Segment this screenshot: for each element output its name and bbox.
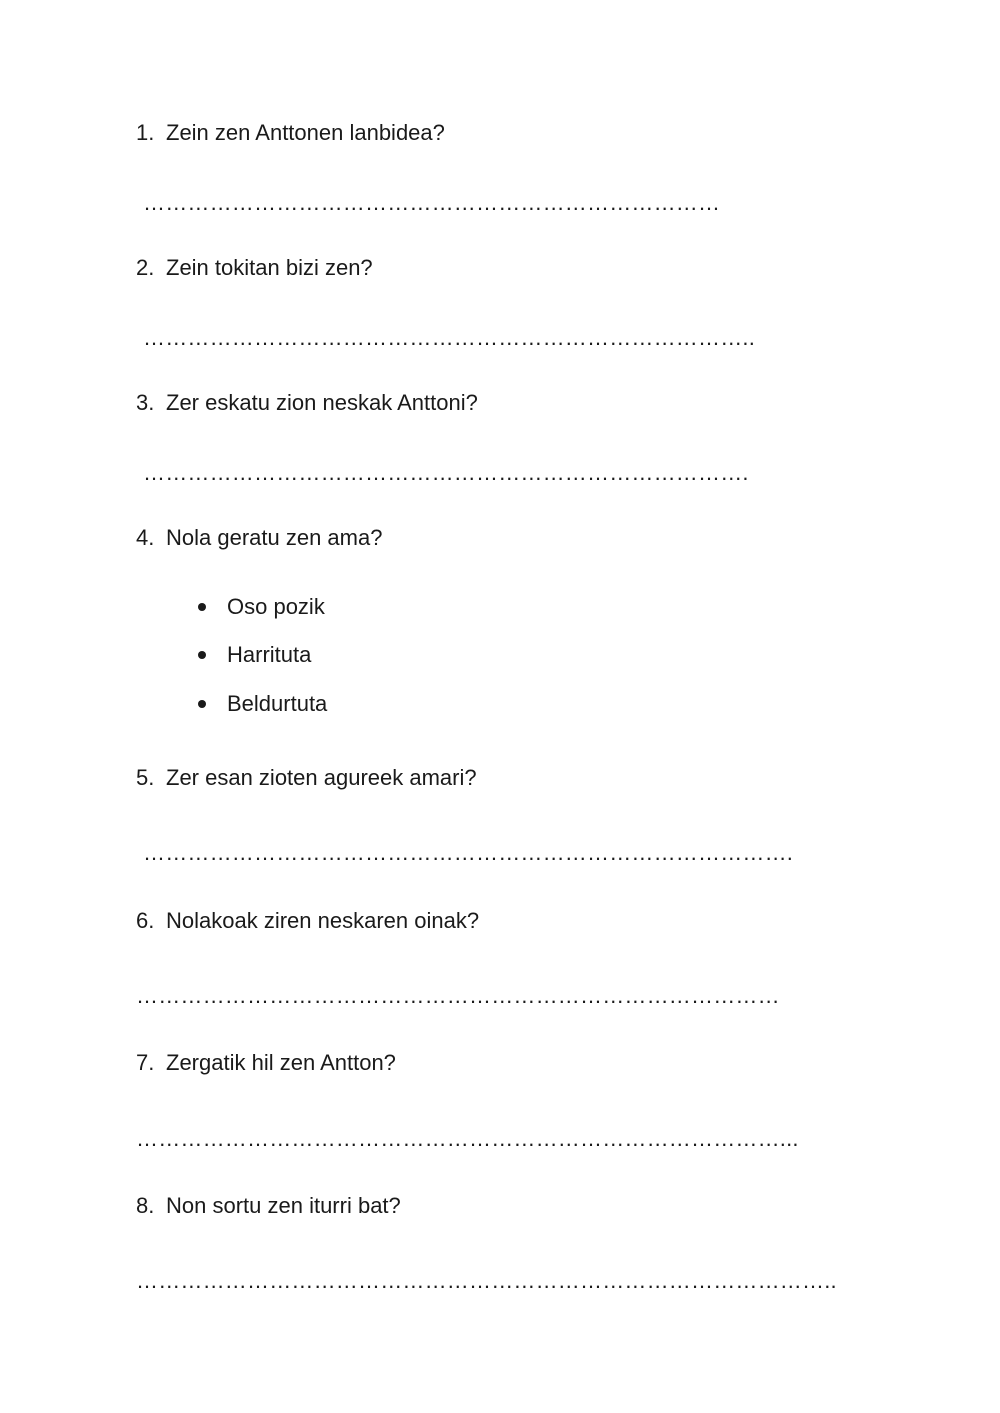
question-number: 3.	[136, 390, 155, 415]
question-5	[136, 765, 477, 791]
option-item[interactable]	[227, 691, 327, 717]
question-4	[136, 525, 382, 551]
question-3	[136, 390, 478, 416]
question-number: 6.	[136, 908, 155, 933]
bullet-icon	[198, 700, 206, 708]
question-text: Zer eskatu zion neskak Anttoni?	[166, 390, 478, 415]
option-item[interactable]	[227, 642, 311, 668]
question-number: 2.	[136, 255, 155, 280]
option-label: Beldurtuta	[227, 691, 328, 716]
answer-line-8[interactable]: …………………………………………………………………………………..	[136, 1268, 837, 1293]
answer-line-2[interactable]: ………………………………………………………………………..	[143, 325, 756, 350]
answer-line-1[interactable]: ……………………………………………………………………	[143, 190, 721, 215]
question-7	[136, 1050, 396, 1076]
question-8	[136, 1193, 401, 1219]
answer-line-6[interactable]: ……………………………………………………………………………	[136, 983, 780, 1008]
question-text: Zein zen Anttonen lanbidea?	[166, 120, 445, 145]
question-number: 1.	[136, 120, 155, 145]
question-text: Zergatik hil zen Antton?	[166, 1050, 396, 1075]
answer-line-3[interactable]: ……………………………………………………………………….	[143, 460, 749, 485]
question-number: 4.	[136, 525, 155, 550]
question-1	[136, 120, 445, 146]
bullet-icon	[198, 651, 206, 659]
option-label: Harrituta	[227, 642, 312, 667]
question-text: Zein tokitan bizi zen?	[166, 255, 373, 280]
question-6	[136, 908, 479, 934]
option-item[interactable]	[227, 594, 325, 620]
question-text: Non sortu zen iturri bat?	[166, 1193, 401, 1218]
answer-line-5[interactable]: …………………………………………………………………………….	[143, 840, 794, 865]
question-text: Nolakoak ziren neskaren oinak?	[166, 908, 480, 933]
question-text: Zer esan zioten agureek amari?	[166, 765, 477, 790]
answer-line-7[interactable]: ……………………………………………………………………………...	[136, 1126, 799, 1151]
question-number: 7.	[136, 1050, 155, 1075]
question-2	[136, 255, 373, 281]
bullet-icon	[198, 603, 206, 611]
question-number: 5.	[136, 765, 155, 790]
question-text: Nola geratu zen ama?	[166, 525, 383, 550]
question-number: 8.	[136, 1193, 155, 1218]
option-label: Oso pozik	[227, 594, 325, 619]
